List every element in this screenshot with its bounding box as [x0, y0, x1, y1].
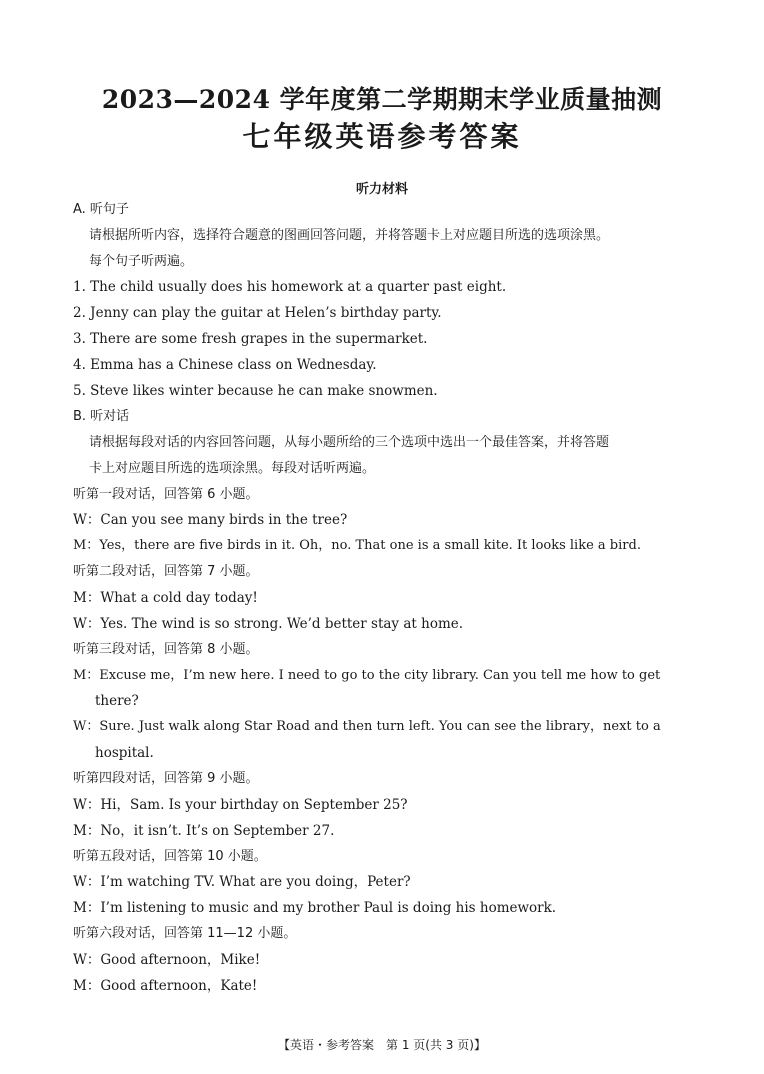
- answer-key-title: 七年级英语参考答案: [242, 120, 522, 153]
- dialogue-line: W：Can you see many birds in the tree?: [73, 512, 348, 528]
- dialogue-line: M：Excuse me，I’m new here. I need to go to the city library. Can you tell me how to get: [73, 668, 661, 683]
- sentence-item: 1. The child usually does his homework at a quarter past eight.: [73, 279, 507, 295]
- dialogue-line-continued: hospital.: [95, 745, 154, 761]
- exam-title: 2023—2024 学年度第二学期期末学业质量抽测: [101, 85, 663, 114]
- dialogue-line: M：I’m listening to music and my brother Paul is doing his homework.: [73, 900, 557, 916]
- section-heading: 听力材料: [355, 182, 408, 197]
- sentence-item: 3. There are some fresh grapes in the supermarket.: [73, 331, 428, 347]
- dialogue-heading: 听第五段对话，回答第 10 小题。: [73, 849, 267, 864]
- dialogue-line: W：Sure. Just walk along Star Road and then turn left. You can see the library，next to a: [73, 719, 661, 734]
- dialogue-heading: 听第四段对话，回答第 9 小题。: [73, 771, 259, 786]
- dialogue-line: W：Good afternoon，Mike!: [73, 952, 261, 968]
- dialogue-line: M：What a cold day today!: [73, 590, 258, 606]
- sentence-item: 5. Steve likes winter because he can make snowmen.: [73, 383, 438, 399]
- sentence-item: 2. Jenny can play the guitar at Helen’s birthday party.: [73, 305, 442, 321]
- dialogue-line: W：Yes. The wind is so strong. We’d better stay at home.: [73, 616, 464, 632]
- dialogue-line-continued: there?: [95, 693, 139, 709]
- dialogue-line: M：Good afternoon，Kate!: [73, 978, 258, 994]
- instruction-line: 每个句子听两遍。: [89, 254, 194, 269]
- part-b-heading: B. 听对话: [73, 409, 130, 424]
- sentence-item: 4. Emma has a Chinese class on Wednesday.: [73, 357, 377, 373]
- dialogue-line: M：No，it isn’t. It’s on September 27.: [73, 823, 335, 839]
- dialogue-line: W：Hi，Sam. Is your birthday on September 25?: [73, 797, 408, 813]
- instruction-line: 请根据所听内容，选择符合题意的图画回答问题，并将答题卡上对应题目所选的选项涂黑。: [89, 228, 610, 243]
- page-footer: 【英语・参考答案 第 1 页(共 3 页)】: [278, 1038, 486, 1052]
- instruction-line: 请根据每段对话的内容回答问题，从每小题所给的三个选项中选出一个最佳答案，并将答题: [89, 435, 610, 450]
- part-a-heading: A. 听句子: [73, 202, 129, 217]
- dialogue-heading: 听第三段对话，回答第 8 小题。: [73, 642, 259, 657]
- dialogue-line: W：I’m watching TV. What are you doing，Peter?: [73, 874, 411, 890]
- dialogue-line: M：Yes，there are five birds in it. Oh，no. That one is a small kite. It looks like a bird.: [73, 538, 641, 553]
- dialogue-heading: 听第一段对话，回答第 6 小题。: [73, 487, 259, 502]
- instruction-line: 卡上对应题目所选的选项涂黑。每段对话听两遍。: [89, 461, 376, 476]
- dialogue-heading: 听第二段对话，回答第 7 小题。: [73, 564, 259, 579]
- dialogue-heading: 听第六段对话，回答第 11—12 小题。: [73, 926, 297, 941]
